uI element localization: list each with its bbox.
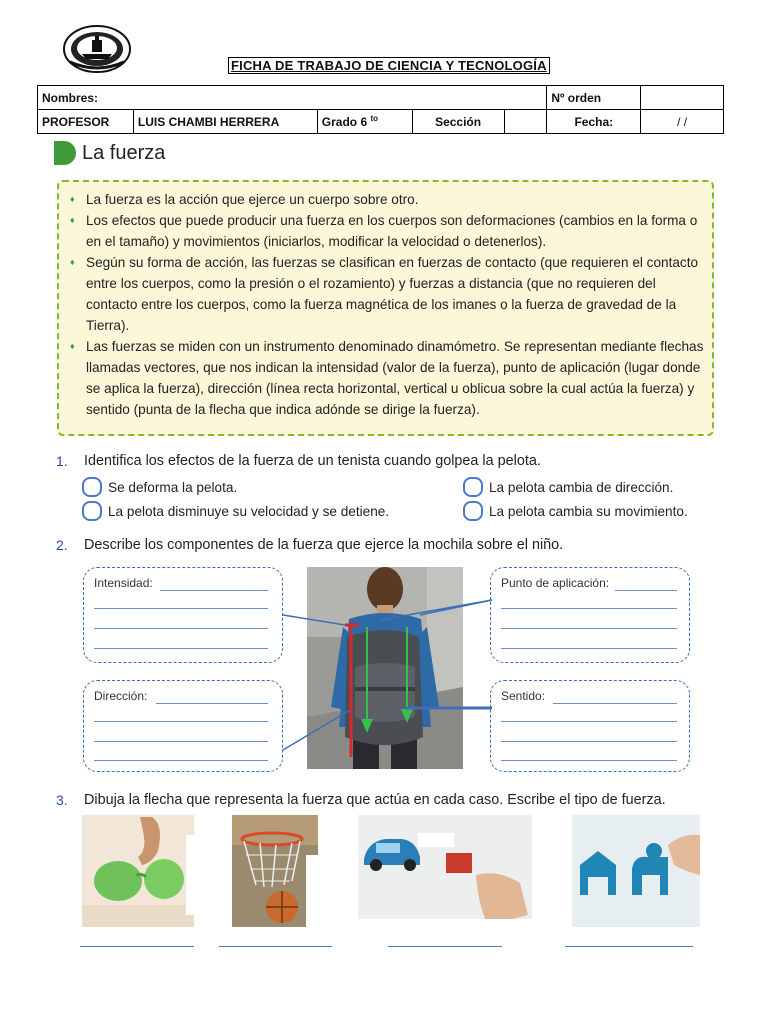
grado-sup: to xyxy=(370,114,379,123)
q3-number: 3. xyxy=(56,792,68,808)
direccion-box[interactable] xyxy=(83,680,283,772)
info-item: ♦ Según su forma de acción, las fuerzas se clasifican en fuerzas de contacto (que requieren el contacto entre los cuerpos, como la presión o el rozamiento) y fuerzas a distancia (que no requieren del contacto entre los cuerpos, como la fuerza magnética de los imanes o la fuerza de gravedad de la Tierra). xyxy=(70,252,706,336)
sentido-box[interactable] xyxy=(490,680,690,772)
answer-line xyxy=(501,608,677,609)
answer-line xyxy=(553,703,677,704)
answer-line-4[interactable] xyxy=(565,946,693,947)
fecha-value-cell[interactable] xyxy=(641,110,724,134)
answer-line-2[interactable] xyxy=(219,946,332,947)
profesor-label: PROFESOR xyxy=(42,114,110,129)
student-info-table xyxy=(37,85,724,134)
fecha-value: / / xyxy=(677,114,688,129)
orden-value-cell[interactable] xyxy=(641,86,724,110)
document-title: FICHA DE TRABAJO DE CIENCIA Y TECNOLOGÍA xyxy=(228,57,550,74)
q1-text: Identifica los efectos de la fuerza de un tenista cuando golpea la pelota. xyxy=(84,453,541,469)
fecha-label-cell xyxy=(547,110,641,134)
fecha-label: Fecha: xyxy=(574,114,614,129)
balloon-image xyxy=(82,815,194,927)
q1-option-2[interactable] xyxy=(463,477,673,497)
seccion-value-cell[interactable] xyxy=(504,110,547,134)
direccion-label: Dirección: xyxy=(94,689,148,703)
section-marker-icon xyxy=(54,141,76,165)
punto-aplicacion-label: Punto de aplicación: xyxy=(501,576,610,590)
checkbox-icon[interactable] xyxy=(82,477,102,497)
grado-label: Grado 6 xyxy=(321,115,371,129)
answer-line-1[interactable] xyxy=(80,946,194,947)
basketball-image xyxy=(232,815,318,927)
orden-label: Nº orden xyxy=(551,90,602,105)
q1-option-label: La pelota cambia su movimiento. xyxy=(489,503,688,519)
seccion-label: Sección xyxy=(435,114,482,129)
checkbox-icon[interactable] xyxy=(463,477,483,497)
grado-cell xyxy=(317,110,412,134)
connector-lines xyxy=(280,560,495,775)
punto-aplicacion-box[interactable] xyxy=(490,567,690,663)
school-logo xyxy=(62,24,132,74)
magnet-figures-image xyxy=(572,815,700,927)
info-item: ♦ La fuerza es la acción que ejerce un cuerpo sobre otro. xyxy=(70,189,706,210)
q2-text: Describe los componentes de la fuerza que ejerce la mochila sobre el niño. xyxy=(84,537,564,553)
intensidad-box[interactable] xyxy=(83,567,283,663)
q1-option-4[interactable] xyxy=(463,501,688,521)
profesor-name: LUIS CHAMBI HERRERA xyxy=(137,114,280,129)
answer-line xyxy=(94,741,268,742)
info-item: ♦ Las fuerzas se miden con un instrumento denominado dinamómetro. Se representan mediante flechas llamadas vectores, que nos indican la intensidad (valor de la fuerza), punto de aplicación (lugar donde se aplica la fuerza), dirección (línea recta horizontal, vertical u oblicua sobre la cual actúa la fuerza) y sentido (punta de la flecha que indica adónde se dirige la fuerza). xyxy=(70,336,706,420)
answer-line xyxy=(94,760,268,761)
answer-line xyxy=(94,608,268,609)
orden-label-cell xyxy=(547,86,641,110)
nombres-label: Nombres: xyxy=(42,90,99,105)
q3-text: Dibuja la flecha que representa la fuerza que actúa en cada caso. Escribe el tipo de fuerza. xyxy=(84,792,666,808)
answer-line xyxy=(94,648,268,649)
info-item: ♦ Los efectos que puede producir una fuerza en los cuerpos son deformaciones (cambios en la forma o en el tamaño) y movimientos (iniciarlos, modificar la velocidad o detenerlos). xyxy=(70,210,706,252)
answer-line xyxy=(615,590,677,591)
answer-line xyxy=(501,628,677,629)
q1-option-label: La pelota cambia de dirección. xyxy=(489,479,674,495)
q1-number: 1. xyxy=(56,453,68,469)
answer-line xyxy=(501,741,677,742)
checkbox-icon[interactable] xyxy=(82,501,102,521)
section-title: La fuerza xyxy=(82,142,166,164)
answer-line xyxy=(501,760,677,761)
info-list xyxy=(70,189,706,420)
car-magnet-image xyxy=(358,815,532,927)
answer-line-3[interactable] xyxy=(388,946,502,947)
seccion-label-cell xyxy=(412,110,504,134)
q1-option-3[interactable] xyxy=(82,501,389,521)
answer-line xyxy=(94,721,268,722)
answer-line xyxy=(501,648,677,649)
checkbox-icon[interactable] xyxy=(463,501,483,521)
profesor-name-cell xyxy=(133,110,317,134)
q1-option-label: Se deforma la pelota. xyxy=(108,479,238,495)
intensidad-label: Intensidad: xyxy=(94,576,153,590)
q1-option-1[interactable] xyxy=(82,477,237,497)
profesor-label-cell xyxy=(38,110,134,134)
answer-line xyxy=(160,590,268,591)
answer-line xyxy=(156,703,268,704)
answer-line xyxy=(94,628,268,629)
q1-option-label: La pelota disminuye su velocidad y se detiene. xyxy=(108,503,390,519)
sentido-label: Sentido: xyxy=(501,689,546,703)
q2-number: 2. xyxy=(56,537,68,553)
answer-line xyxy=(501,721,677,722)
nombres-cell[interactable] xyxy=(38,86,547,110)
